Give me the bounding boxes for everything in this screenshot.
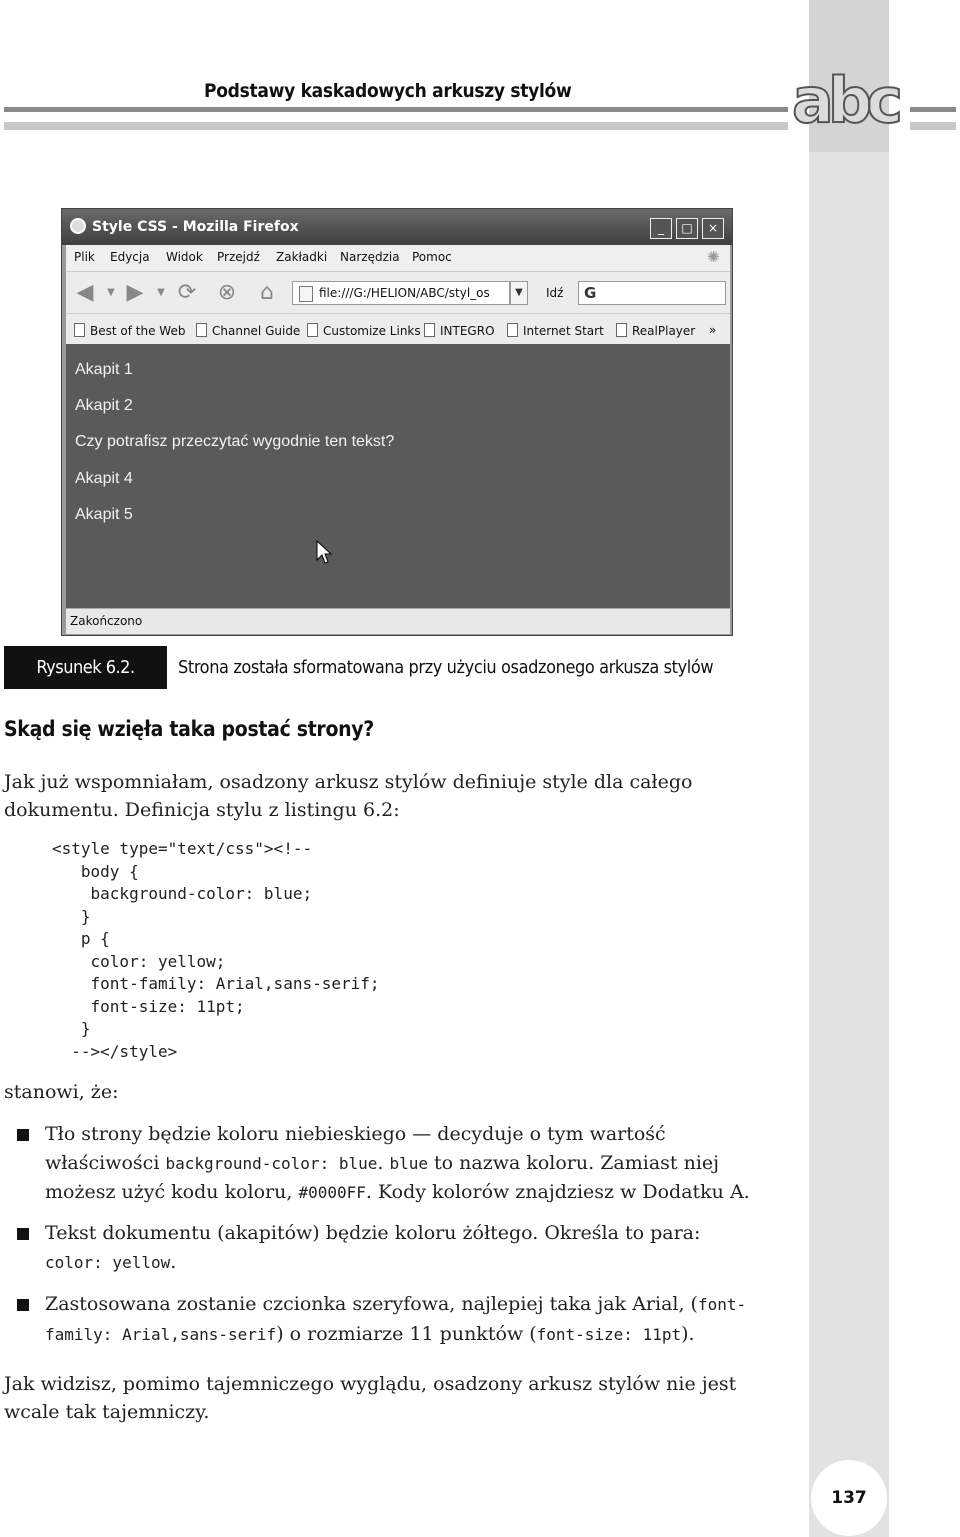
paragraph: Akapit 1 [75, 361, 133, 378]
address-bar[interactable] [292, 281, 510, 305]
menu-bar [66, 245, 730, 271]
bookmark-item[interactable]: Customize Links [307, 323, 421, 338]
home-icon[interactable]: ⌂ [260, 280, 274, 305]
chevron-down-icon[interactable]: ▼ [510, 281, 528, 305]
throbber-icon: ✺ [707, 248, 720, 266]
reload-icon[interactable]: ⟳ [177, 280, 197, 305]
stanowi-text: stanowi, że: [4, 1081, 119, 1103]
bullet-icon [17, 1129, 29, 1141]
firefox-icon [70, 218, 86, 234]
running-header: Podstawy kaskadowych arkuszy stylów [204, 80, 572, 102]
header-rule [4, 107, 788, 112]
bookmark-icon [196, 323, 207, 337]
list-item: Tło strony będzie koloru niebieskiego — decyduje o tym wartość właściwości background-color: blue. blue to nazwa koloru. Zamiast niej możesz użyć kodu koloru, #0000FF. Kody kolorów znajdziesz w Dodatku A. [45, 1123, 750, 1203]
side-strip [809, 0, 889, 1537]
paragraph: Akapit 4 [75, 470, 133, 487]
bookmark-item[interactable]: Best of the Web [74, 323, 185, 338]
bookmarks-toolbar [66, 313, 730, 345]
google-icon: G [584, 284, 597, 302]
paragraph: Akapit 2 [75, 397, 133, 414]
paragraph: Czy potrafisz przeczytać wygodnie ten tekst? [75, 433, 395, 450]
bookmarks-overflow-button[interactable]: » [709, 323, 717, 337]
go-button[interactable]: Idź [546, 286, 564, 300]
figure-caption: Strona została sformatowana przy użyciu osadzonego arkusza stylów [178, 657, 714, 678]
bookmark-icon [616, 323, 627, 337]
browser-window [61, 208, 733, 636]
intro-paragraph: Jak już wspomniałam, osadzony arkusz stylów definiuje style dla całego dokumentu. Definicja stylu z listingu 6.2: [4, 771, 693, 821]
header-rule [910, 107, 956, 112]
section-heading: Skąd się wzięła taka postać strony? [4, 717, 374, 741]
browser-title: Style CSS - Mozilla Firefox [92, 219, 299, 235]
mouse-cursor-icon [316, 540, 332, 566]
page-icon [299, 286, 313, 302]
search-input[interactable] [578, 281, 726, 305]
menu-przejdz[interactable]: Przejdź [217, 250, 260, 264]
menu-plik[interactable]: Plik [74, 250, 95, 264]
chevron-down-icon[interactable]: ▼ [107, 287, 115, 298]
bullet-icon [17, 1299, 29, 1311]
close-button[interactable]: × [702, 218, 724, 239]
figure-label: Rysunek 6.2. [4, 646, 167, 689]
chevron-down-icon[interactable]: ▼ [157, 287, 165, 298]
list-item: Tekst dokumentu (akapitów) będzie koloru żółtego. Określa to para: color: yellow. [45, 1222, 701, 1273]
closing-paragraph: Jak widzisz, pomimo tajemniczego wyglądu, osadzony arkusz stylów nie jest wcale tak tajemniczy. [4, 1373, 737, 1423]
bookmark-item[interactable]: RealPlayer [616, 323, 695, 338]
forward-icon[interactable]: ▶ [126, 280, 144, 305]
address-text: file:///G:/HELION/ABC/styl_os [319, 286, 490, 300]
menu-edycja[interactable]: Edycja [110, 250, 150, 264]
page-number: 137 [811, 1460, 887, 1536]
header-rule [4, 122, 788, 130]
navigation-toolbar [66, 271, 730, 314]
list-item: Zastosowana zostanie czcionka szeryfowa, najlepiej taka jak Arial, (font-family: Arial,sans-serif) o rozmiarze 11 punktów (font-size: 11pt). [45, 1293, 747, 1345]
bookmark-icon [74, 323, 85, 337]
paragraph: Akapit 5 [75, 506, 133, 523]
back-icon[interactable]: ◀ [76, 280, 94, 305]
menu-widok[interactable]: Widok [166, 250, 203, 264]
abc-logo: abc [792, 64, 897, 137]
header-rule [910, 122, 956, 130]
bookmark-item[interactable]: INTEGRO [424, 323, 495, 338]
menu-zakladki[interactable]: Zakładki [276, 250, 328, 264]
maximize-button[interactable]: □ [676, 218, 698, 239]
bookmark-icon [307, 323, 318, 337]
minimize-button[interactable]: _ [650, 218, 672, 239]
status-text: Zakończono [70, 614, 143, 628]
browser-titlebar [62, 209, 732, 245]
menu-pomoc[interactable]: Pomoc [412, 250, 452, 264]
bullet-icon [17, 1228, 29, 1240]
code-listing: <style type="text/css"><!-- body { background-color: blue; } p { color: yellow; font-family: Arial,sans-serif; font-size: 11pt; } --></style> [52, 839, 380, 1061]
status-bar [66, 608, 730, 634]
bookmark-item[interactable]: Channel Guide [196, 323, 300, 338]
stop-icon[interactable]: ⊗ [217, 280, 237, 305]
menu-narzedzia[interactable]: Narzędzia [340, 250, 400, 264]
bookmark-icon [424, 323, 435, 337]
page-content [66, 344, 730, 608]
bookmark-item[interactable]: Internet Start [507, 323, 604, 338]
bookmark-icon [507, 323, 518, 337]
